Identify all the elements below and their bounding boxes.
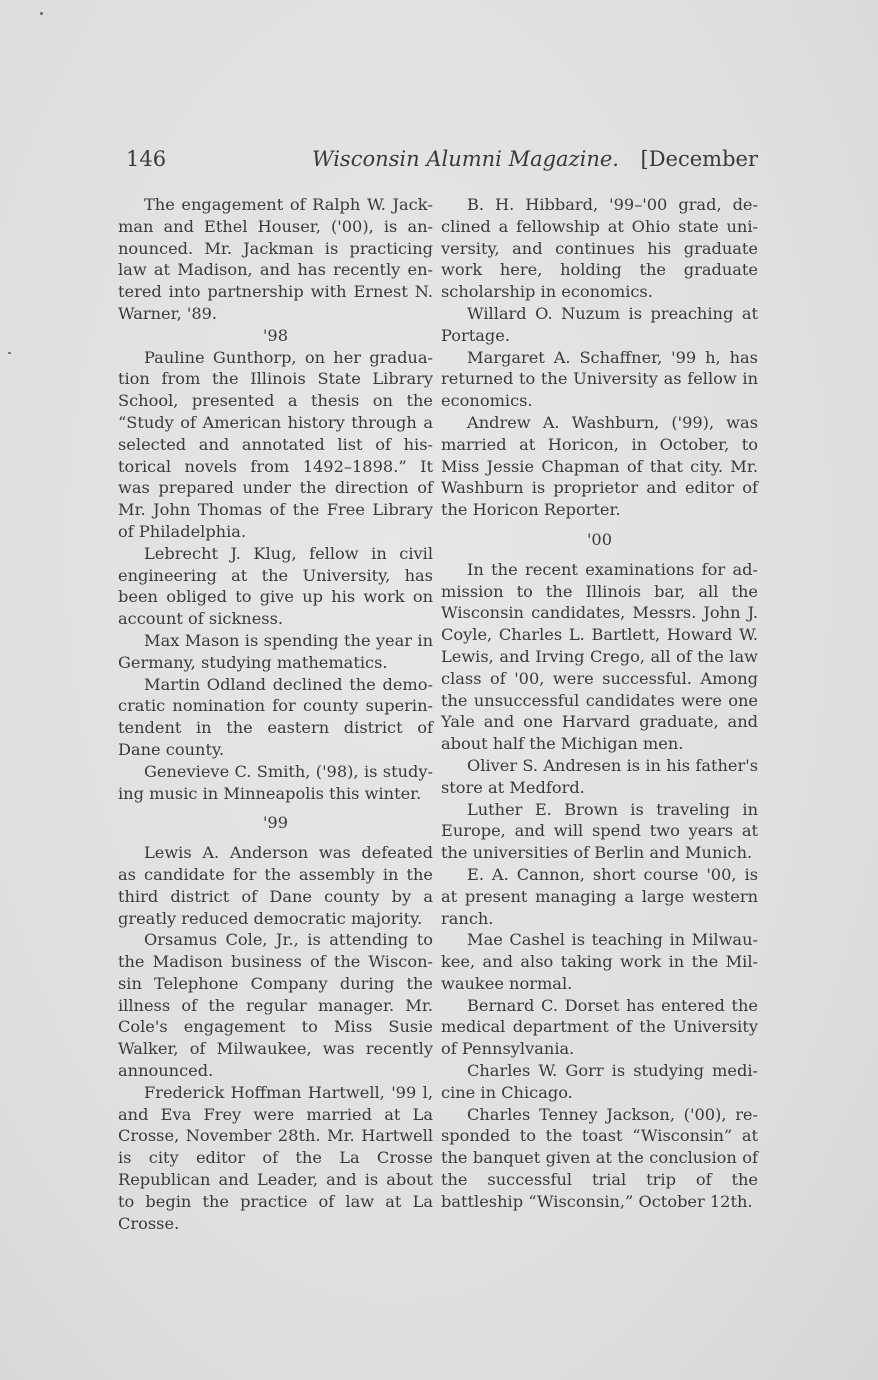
class-year-heading: '98 <box>262 325 289 345</box>
news-item: Andrew A. Washburn, ('99), was married at Horicon, in October, to Miss Jessie Chapman of that city. Mr. Washburn is proprietor and editor of the Horicon Reporter. <box>441 412 758 520</box>
news-item: Lebrecht J. Klug, fellow in civil engineering at the University, has been obliged to give up his work on account of sickness. <box>118 543 433 629</box>
news-item: Bernard C. Dorset has entered the medical department of the University of Pennsylvania. <box>441 995 758 1059</box>
news-item: Mae Cashel is teaching in Milwaukee, and also taking work in the Milwaukee normal. <box>441 930 758 993</box>
news-item: Charles Tenney Jackson, ('00), responded to the toast “Wisconsin” at the banquet given at the conclusion of the successful trial trip of the battleship “Wisconsin,” October 12th. <box>441 1104 758 1211</box>
news-item: Pauline Gunthorp, on her graduation from the Illinois State Library School, presented a thesis on the “Study of American history through a selected and annotated list of historical novels from 1492–1898.” It was prepared under the direction of Mr. John Thomas of the Free Library of Philadelphia. <box>118 347 433 541</box>
news-item: Margaret A. Schaffner, '99 h, has returned to the University as fellow in economics. <box>441 347 758 411</box>
class-year-heading: '99 <box>262 813 289 833</box>
news-item: Willard O. Nuzum is preaching at Portage. <box>441 303 758 345</box>
news-item: Frederick Hoffman Hartwell, '99 l, and Eva Frey were married at La Crosse, November 28th. Mr. Hartwell is city editor of the La Crosse Republican and Leader, and is about to begin the practice of law at La Crosse. <box>118 1082 433 1233</box>
news-item: The engagement of Ralph W. Jackman and Ethel Houser, ('00), is announced. Mr. Jackman is practicing law at Madison, and has recently entered into partnership with Ernest N. Warner, '89. <box>118 195 433 323</box>
ink-speck <box>8 352 11 354</box>
news-item: Lewis A. Anderson was defeated as candidate for the assembly in the third district of Dane county by a greatly reduced democratic majority. <box>118 843 433 928</box>
right-column <box>441 194 758 1213</box>
left-column <box>118 194 433 1234</box>
running-title: Wisconsin Alumni Magazine. <box>312 147 619 171</box>
news-item: Orsamus Cole, Jr., is attending to the Madison business of the Wisconsin Telephone Company during the illness of the regular manager. Mr. Cole's engagement to Miss Susie Walker, of Milwaukee, was recently announced. <box>118 930 433 1081</box>
news-item: Luther E. Brown is traveling in Europe, and will spend two years at the universities of Berlin and Munich. <box>441 799 758 863</box>
ink-speck <box>40 12 43 15</box>
news-item: E. A. Cannon, short course '00, is at present managing a large western ranch. <box>441 864 758 928</box>
news-item: Max Mason is spending the year in Germany, studying mathematics. <box>118 630 433 672</box>
issue-month: [December <box>640 147 758 171</box>
news-item: Oliver S. Andresen is in his father's store at Medford. <box>441 755 758 797</box>
class-year-heading: '00 <box>586 529 613 549</box>
news-item: Genevieve C. Smith, ('98), is studying music in Minneapolis this winter. <box>118 761 433 803</box>
page-number: 146 <box>126 147 167 171</box>
news-item: B. H. Hibbard, '99–'00 grad, declined a fellowship at Ohio state university, and continues his graduate work here, holding the graduate scholarship in economics. <box>441 195 758 302</box>
news-item: Charles W. Gorr is studying medicine in Chicago. <box>441 1061 758 1102</box>
news-item: Martin Odland declined the democratic nomination for county superintendent in the eastern district of Dane county. <box>118 674 433 759</box>
page-header <box>126 147 758 179</box>
news-item: In the recent examinations for admission to the Illinois bar, all the Wisconsin candidates, Messrs. John J. Coyle, Charles L. Bartlett, Howard W. Lewis, and Irving Crego, all of the law class of '00, were successful. Among the unsuccessful candidates were one Yale and one Harvard graduate, and about half the Michigan men. <box>441 559 758 754</box>
